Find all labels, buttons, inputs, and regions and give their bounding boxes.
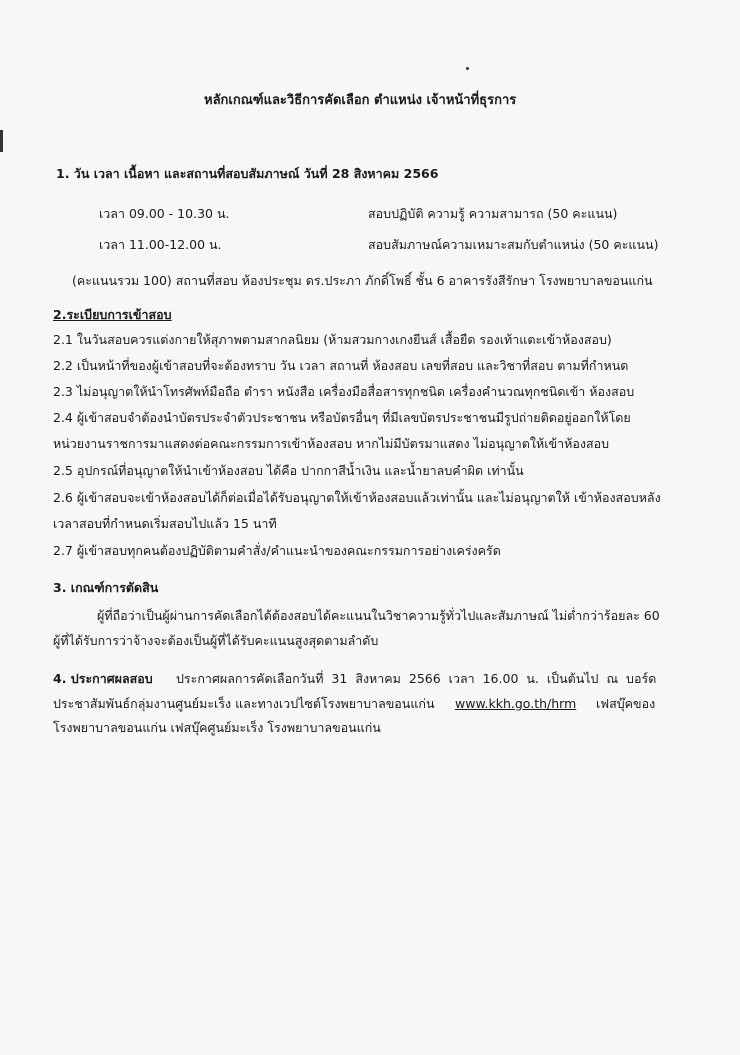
announcement-line-1: ประกาศผลการคัดเลือกวันที่ 31 สิงหาคม 2566 เวลา 16.00 น. เป็นต้นไป ณ บอร์ด bbox=[176, 671, 657, 686]
document-title: หลักเกณฑ์และวิธีการคัดเลือก ตำแหน่ง เจ้าหน้าที่ธุรการ bbox=[204, 93, 517, 108]
schedule-time-1: เวลา 09.00 - 10.30 น. bbox=[99, 206, 230, 221]
section4-heading: 4. ประกาศผลสอบ bbox=[53, 671, 153, 686]
rule-2-5: 2.5 อุปกรณ์ที่อนุญาตให้นำเข้าห้องสอบ ได้คือ ปากกาสีน้ำเงิน และน้ำยาลบคำผิด เท่านั้น bbox=[53, 463, 524, 478]
criteria-line-1: ผู้ที่ถือว่าเป็นผู้ผ่านการคัดเลือกได้ต้องสอบได้คะแนนในวิชาความรู้ทั่วไปและสัมภาษณ์ ไม่ต่ำกว่าร้อยละ 60 bbox=[97, 608, 660, 623]
rule-2-4: 2.4 ผู้เข้าสอบจำต้องนำบัตรประจำตัวประชาชน หรือบัตรอื่นๆ ที่มีเลขบัตรประชาชนมีรูปถ่ายติดอยู่ออกให้โดย bbox=[53, 410, 631, 425]
rule-2-6-cont: เวลาสอบที่กำหนดเริ่มสอบไปแล้ว 15 นาที bbox=[53, 516, 277, 531]
total-score-location: (คะแนนรวม 100) สถานที่สอบ ห้องประชุม ดร.ประภา ภักดิ์โพธิ์ ชั้น 6 อาคารรังสีรักษา โรงพยาบาลขอนแก่น bbox=[72, 273, 653, 288]
schedule-desc-2: สอบสัมภาษณ์ความเหมาะสมกับตำแหน่ง (50 คะแนน) bbox=[368, 237, 659, 252]
rule-2-4-cont: หน่วยงานราชการมาแสดงต่อคณะกรรมการเข้าห้องสอบ หากไม่มีบัตรมาแสดง ไม่อนุญาตให้เข้าห้องสอบ bbox=[53, 436, 610, 451]
rule-2-3: 2.3 ไม่อนุญาตให้นำโทรศัพท์มือถือ ตำรา หนังสือ เครื่องมือสื่อสารทุกชนิด เครื่องคำนวณทุกชนิดเข้า ห้องสอบ bbox=[53, 384, 635, 399]
scan-edge-mark bbox=[0, 130, 3, 152]
section1-heading: 1. วัน เวลา เนื้อหา และสถานที่สอบสัมภาษณ์ วันที่ 28 สิงหาคม 2566 bbox=[56, 166, 439, 181]
section3-heading: 3. เกณฑ์การตัดสิน bbox=[53, 580, 159, 595]
rule-2-2: 2.2 เป็นหน้าที่ของผู้เข้าสอบที่จะต้องทราบ วัน เวลา สถานที่ ห้องสอบ เลขที่สอบ และวิชาที่สอบ ตามที่กำหนด bbox=[53, 358, 629, 373]
scan-dot bbox=[466, 67, 469, 70]
announcement-line-3: โรงพยาบาลขอนแก่น เฟสบุ๊คศูนย์มะเร็ง โรงพยาบาลขอนแก่น bbox=[53, 720, 381, 735]
announcement-line-2: ประชาสัมพันธ์กลุ่มงานศูนย์มะเร็ง และทางเวปไซต์โรงพยาบาลขอนแก่น bbox=[53, 696, 435, 711]
announcement-line-2-end: เฟสบุ๊คของ bbox=[596, 696, 656, 711]
section2-heading: 2.ระเบียบการเข้าสอบ bbox=[53, 307, 172, 322]
rule-2-1: 2.1 ในวันสอบควรแต่งกายให้สุภาพตามสากลนิยม (ห้ามสวมกางเกงยีนส์ เสื้อยืด รองเท้าแตะเข้าห้องสอบ) bbox=[53, 332, 612, 347]
website-link[interactable]: www.kkh.go.th/hrm bbox=[455, 696, 577, 711]
rule-2-6: 2.6 ผู้เข้าสอบจะเข้าห้องสอบได้ก็ต่อเมื่อได้รับอนุญาตให้เข้าห้องสอบแล้วเท่านั้น และไม่อนุญาตให้ เข้าห้องสอบหลัง bbox=[53, 490, 661, 505]
rule-2-7: 2.7 ผู้เข้าสอบทุกคนต้องปฏิบัติตามคำสั่ง/คำแนะนำของคณะกรรมการอย่างเคร่งครัด bbox=[53, 543, 501, 558]
schedule-time-2: เวลา 11.00-12.00 น. bbox=[99, 237, 222, 252]
criteria-line-2: ผู้ที่ได้รับการว่าจ้างจะต้องเป็นผู้ที่ได้รับคะแนนสูงสุดตามลำดับ bbox=[53, 633, 379, 648]
schedule-desc-1: สอบปฏิบัติ ความรู้ ความสามารถ (50 คะแนน) bbox=[368, 206, 618, 221]
